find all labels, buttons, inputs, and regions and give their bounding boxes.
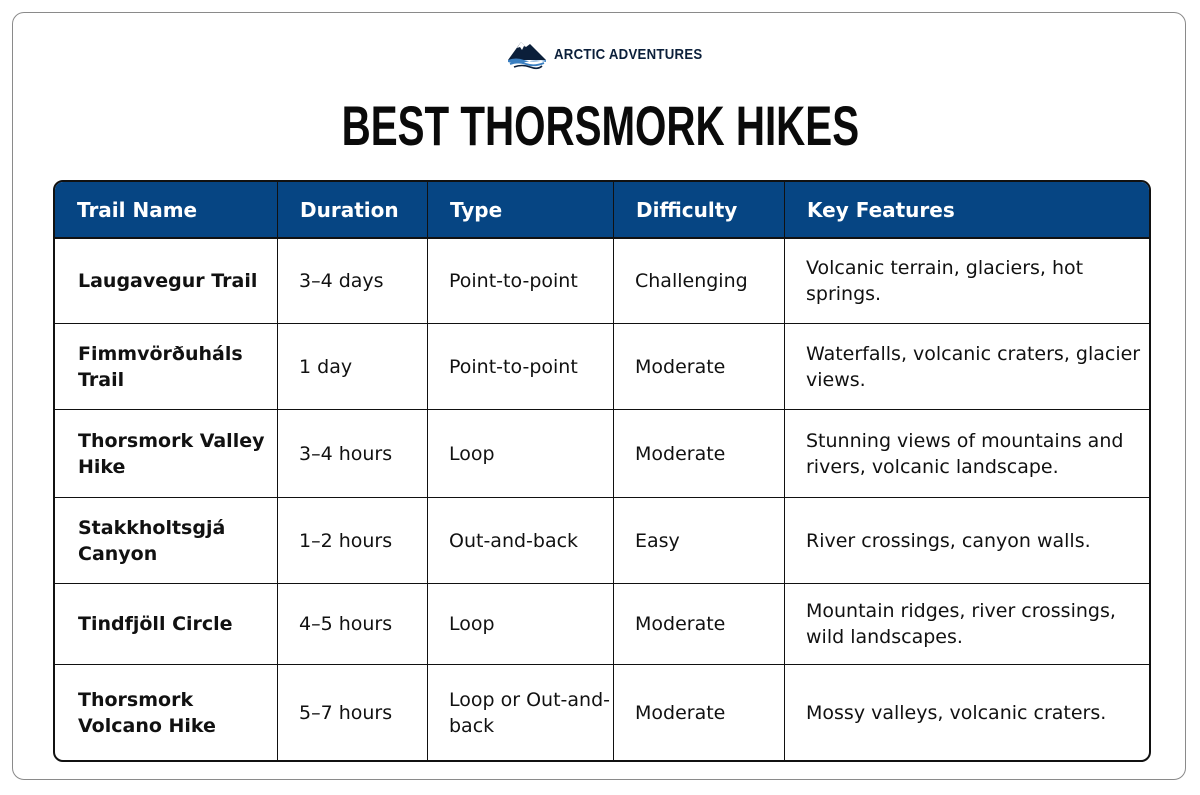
difficulty: Moderate: [614, 665, 785, 760]
table-row: [55, 410, 1149, 498]
duration: 3–4 hours: [278, 410, 428, 498]
duration: 5–7 hours: [278, 665, 428, 760]
trail-name: Stakkholtsgjá Canyon: [55, 498, 278, 584]
mountain-wave-icon: [506, 38, 548, 70]
page-title: BEST THORSMORK HIKES: [341, 94, 859, 157]
key-features: Volcanic terrain, glaciers, hot springs.: [785, 239, 1149, 324]
key-features: Waterfalls, volcanic craters, glacier views.: [785, 324, 1149, 410]
duration: 4–5 hours: [278, 584, 428, 665]
difficulty: Moderate: [614, 410, 785, 498]
header-trail-name: Trail Name: [55, 182, 278, 239]
key-features: Stunning views of mountains and rivers, volcanic landscape.: [785, 410, 1149, 498]
table-row: [55, 324, 1149, 410]
table-row: [55, 584, 1149, 665]
header-difficulty: Difficulty: [614, 182, 785, 239]
difficulty: Moderate: [614, 324, 785, 410]
trail-name: Laugavegur Trail: [55, 239, 278, 324]
trail-name: Fimmvörðuháls Trail: [55, 324, 278, 410]
key-features: River crossings, canyon walls.: [785, 498, 1149, 584]
difficulty: Challenging: [614, 239, 785, 324]
table-row: [55, 665, 1149, 760]
header-key-features: Key Features: [785, 182, 1149, 239]
brand-logo: [506, 38, 723, 70]
duration: 1 day: [278, 324, 428, 410]
header-duration: Duration: [278, 182, 428, 239]
duration: 3–4 days: [278, 239, 428, 324]
type: Out-and-back: [428, 498, 614, 584]
table-row: [55, 239, 1149, 324]
difficulty: Moderate: [614, 584, 785, 665]
type: Point-to-point: [428, 324, 614, 410]
trail-name: Tindfjöll Circle: [55, 584, 278, 665]
hikes-table: [53, 180, 1151, 762]
header-type: Type: [428, 182, 614, 239]
type: Loop: [428, 584, 614, 665]
difficulty: Easy: [614, 498, 785, 584]
trail-name: Thorsmork Volcano Hike: [55, 665, 278, 760]
brand-name: ARCTIC ADVENTURES: [554, 45, 703, 63]
type: Loop or Out-and-back: [428, 665, 614, 760]
type: Loop: [428, 410, 614, 498]
type: Point-to-point: [428, 239, 614, 324]
key-features: Mountain ridges, river crossings, wild landscapes.: [785, 584, 1149, 665]
duration: 1–2 hours: [278, 498, 428, 584]
key-features: Mossy valleys, volcanic craters.: [806, 701, 1107, 724]
trail-name: Thorsmork Valley Hike: [55, 410, 278, 498]
table-row: [55, 498, 1149, 584]
table-header-row: [55, 182, 1149, 239]
